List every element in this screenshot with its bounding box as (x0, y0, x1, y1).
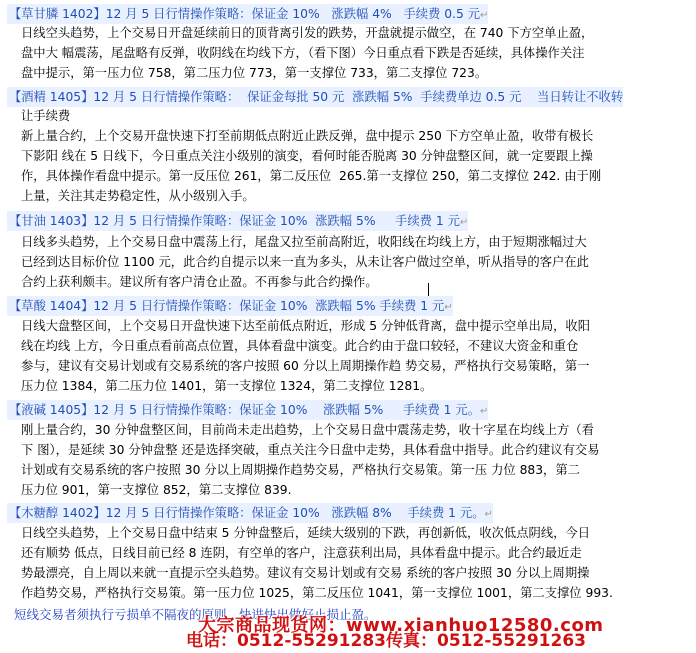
paragraph-line: 上量，关注其走势稳定性，从小级别入手。 (21, 189, 255, 203)
text-cursor (428, 283, 429, 296)
paragraph-line: 线在均线 上方，今日重点看前高点位置，具体看盘中演变。此合约由于盘口较轻，不建议大资金和重仓 (21, 339, 579, 353)
section-header: 【甘油 1403】12 月 5 日行情操作策略：保证金 10% 涨跌幅 5% 手续费 1 元↵ (7, 211, 468, 231)
paragraph-line: 日线大盘整区间，上个交易日开盘快速下达至前低点附近，形成 5 分钟低背离，盘中提示空单出局，收阳 (21, 319, 591, 333)
paragraph-line: 盘中提示，第一压力位 758，第二压力位 773，第一支撑位 733，第二支撑位 723。 (21, 66, 488, 80)
paragraph-line: 压力位 901，第一支撑位 852，第二支撑位 839. (21, 483, 292, 497)
section-header: 【木糖醇 1402】12 月 5 日行情操作策略：保证金 10% 涨跌幅 8% 手续费 1 元。↵ (7, 503, 493, 523)
paragraph-line: 合约上获利颇丰。建议所有客户清仓止盈。不再参与此合约操作。 (21, 275, 378, 289)
paragraph-line: 新上量合约，上个交易开盘快速下打至前期低点附近止跌反弹，盘中提示 250 下方空单止盈，收带有极长 (21, 129, 594, 143)
section-header (7, 87, 623, 107)
paragraph-line: 计划或有交易系统的客户按照 30 分以上周期操作趋势交易，严格执行交易策。第一压 力位 883，第二 (21, 463, 580, 477)
paragraph-line: 作趋势交易，严格执行交易策。第一压力位 1025，第二反压位 1041，第一支撑位 1001，第二支撑位 993. (21, 586, 613, 600)
section-header-text: 【甘油 1403】12 月 5 日行情操作策略：保证金 10% 涨跌幅 5% 手续费 1 元 (9, 214, 460, 228)
paragraph-line: 已经到达目标价位 1100 元，此合约自提示以来一直为多头，从未让客户做过空单，听从指导的客户在此 (21, 255, 589, 269)
paragraph-line: 作，具体操作看盘中提示。第一反压位 261，第二反压位 265.第一支撑位 250，第二支撑位 242. 由于刚 (21, 169, 602, 183)
section-header-text: 【液碱 1405】12 月 5 日行情操作策略：保证金 10% 涨跌幅 5% 手续费 1 元。 (9, 403, 481, 417)
watermark-phone: 电话：0512-55291283传真：0512-55291263 (186, 631, 586, 651)
watermark-site: 大宗商品现货网：www.xianhuo12580.com (198, 615, 604, 636)
section-header: 【草酸 1404】12 月 5 日行情操作策略：保证金 10% 涨跌幅 5% 手续费 1 元↵ (7, 296, 453, 316)
paragraph-line: 日线多头趋势，上个交易日盘中震荡上行，尾盘又拉至前高附近，收阳线在均线上方，由于短期涨幅过大 (21, 235, 587, 249)
paragraph-line: 下影阳 线在 5 日线下，今日重点关注小级别的演变，看何时能否脱离 30 分钟盘整区间，就一定要跟上操 (21, 149, 593, 163)
paragraph-line: 刚上量合约，30 分钟盘整区间，目前尚未走出趋势，上个交易日盘中震荡走势，收十字星在均线上方（看 (21, 423, 594, 437)
paragraph-line: 压力位 1384，第二压力位 1401，第一支撑位 1324，第二支撑位 1281。 (21, 379, 433, 393)
paragraph-line: 还有顺势 低点，日线目前已经 8 连阴，有空单的客户，注意获利出局，具体看盘中提示。此合约最近走 (21, 546, 582, 560)
section-header: 【液碱 1405】12 月 5 日行情操作策略：保证金 10% 涨跌幅 5% 手续费 1 元。↵ (7, 400, 488, 420)
paragraph-line: 势最漂亮，自上周以来就一直提示空头趋势。建议有交易计划或有交易 系统的客户按照 30 分以上周期操 (21, 566, 590, 580)
paragraph-line: 让手续费 (21, 109, 71, 123)
paragraph-line: 日线空头趋势，上个交易日盘中结束 5 分钟盘整后，延续大级别的下跌，再创新低，收次低点阴线，今日 (21, 526, 591, 540)
section-header: 【草甘膦 1402】12 月 5 日行情操作策略：保证金 10% 涨跌幅 4% 手续费 0.5 元↵ (7, 4, 488, 24)
paragraph-line: 盘中大 幅震荡，尾盘略有反弹，收阴线在均线下方，（看下图）今日重点看下跌是否延续，具体操作关注 (21, 46, 585, 60)
paragraph-line: 参与，建议有交易计划或有交易系统的客户按照 60 分以上周期操作趋 势交易，严格执行交易策略，第一 (21, 359, 590, 373)
paragraph-line: 下 图），是延续 30 分钟盘整 还是选择突破，重点关注今日盘中走势，具体看盘中指导。此合约建议有交易 (21, 443, 600, 457)
section-header-text: 【草甘膦 1402】12 月 5 日行情操作策略：保证金 10% 涨跌幅 4% 手续费 0.5 元 (9, 7, 481, 21)
section-header-text: 【木糖醇 1402】12 月 5 日行情操作策略：保证金 10% 涨跌幅 8% 手续费 1 元。 (9, 506, 485, 520)
section-header-text: 【酒精 1405】12 月 5 日行情操作策略： 保证金每批 50 元 涨跌幅 5% 手续费单边 0.5 元 当日转让不收转 (9, 90, 624, 104)
paragraph-line: 日线空头趋势，上个交易日开盘延续前日的顶背离引发的跌势，开盘就提示做空，在 740 下方空单止盈， (21, 26, 594, 40)
disclaimer-text: 短线交易者须执行亏损单不隔夜的原则，快进快出做好止损止盈。 (14, 607, 377, 622)
section-header-text: 【草酸 1404】12 月 5 日行情操作策略：保证金 10% 涨跌幅 5% 手续费 1 元 (9, 299, 445, 313)
